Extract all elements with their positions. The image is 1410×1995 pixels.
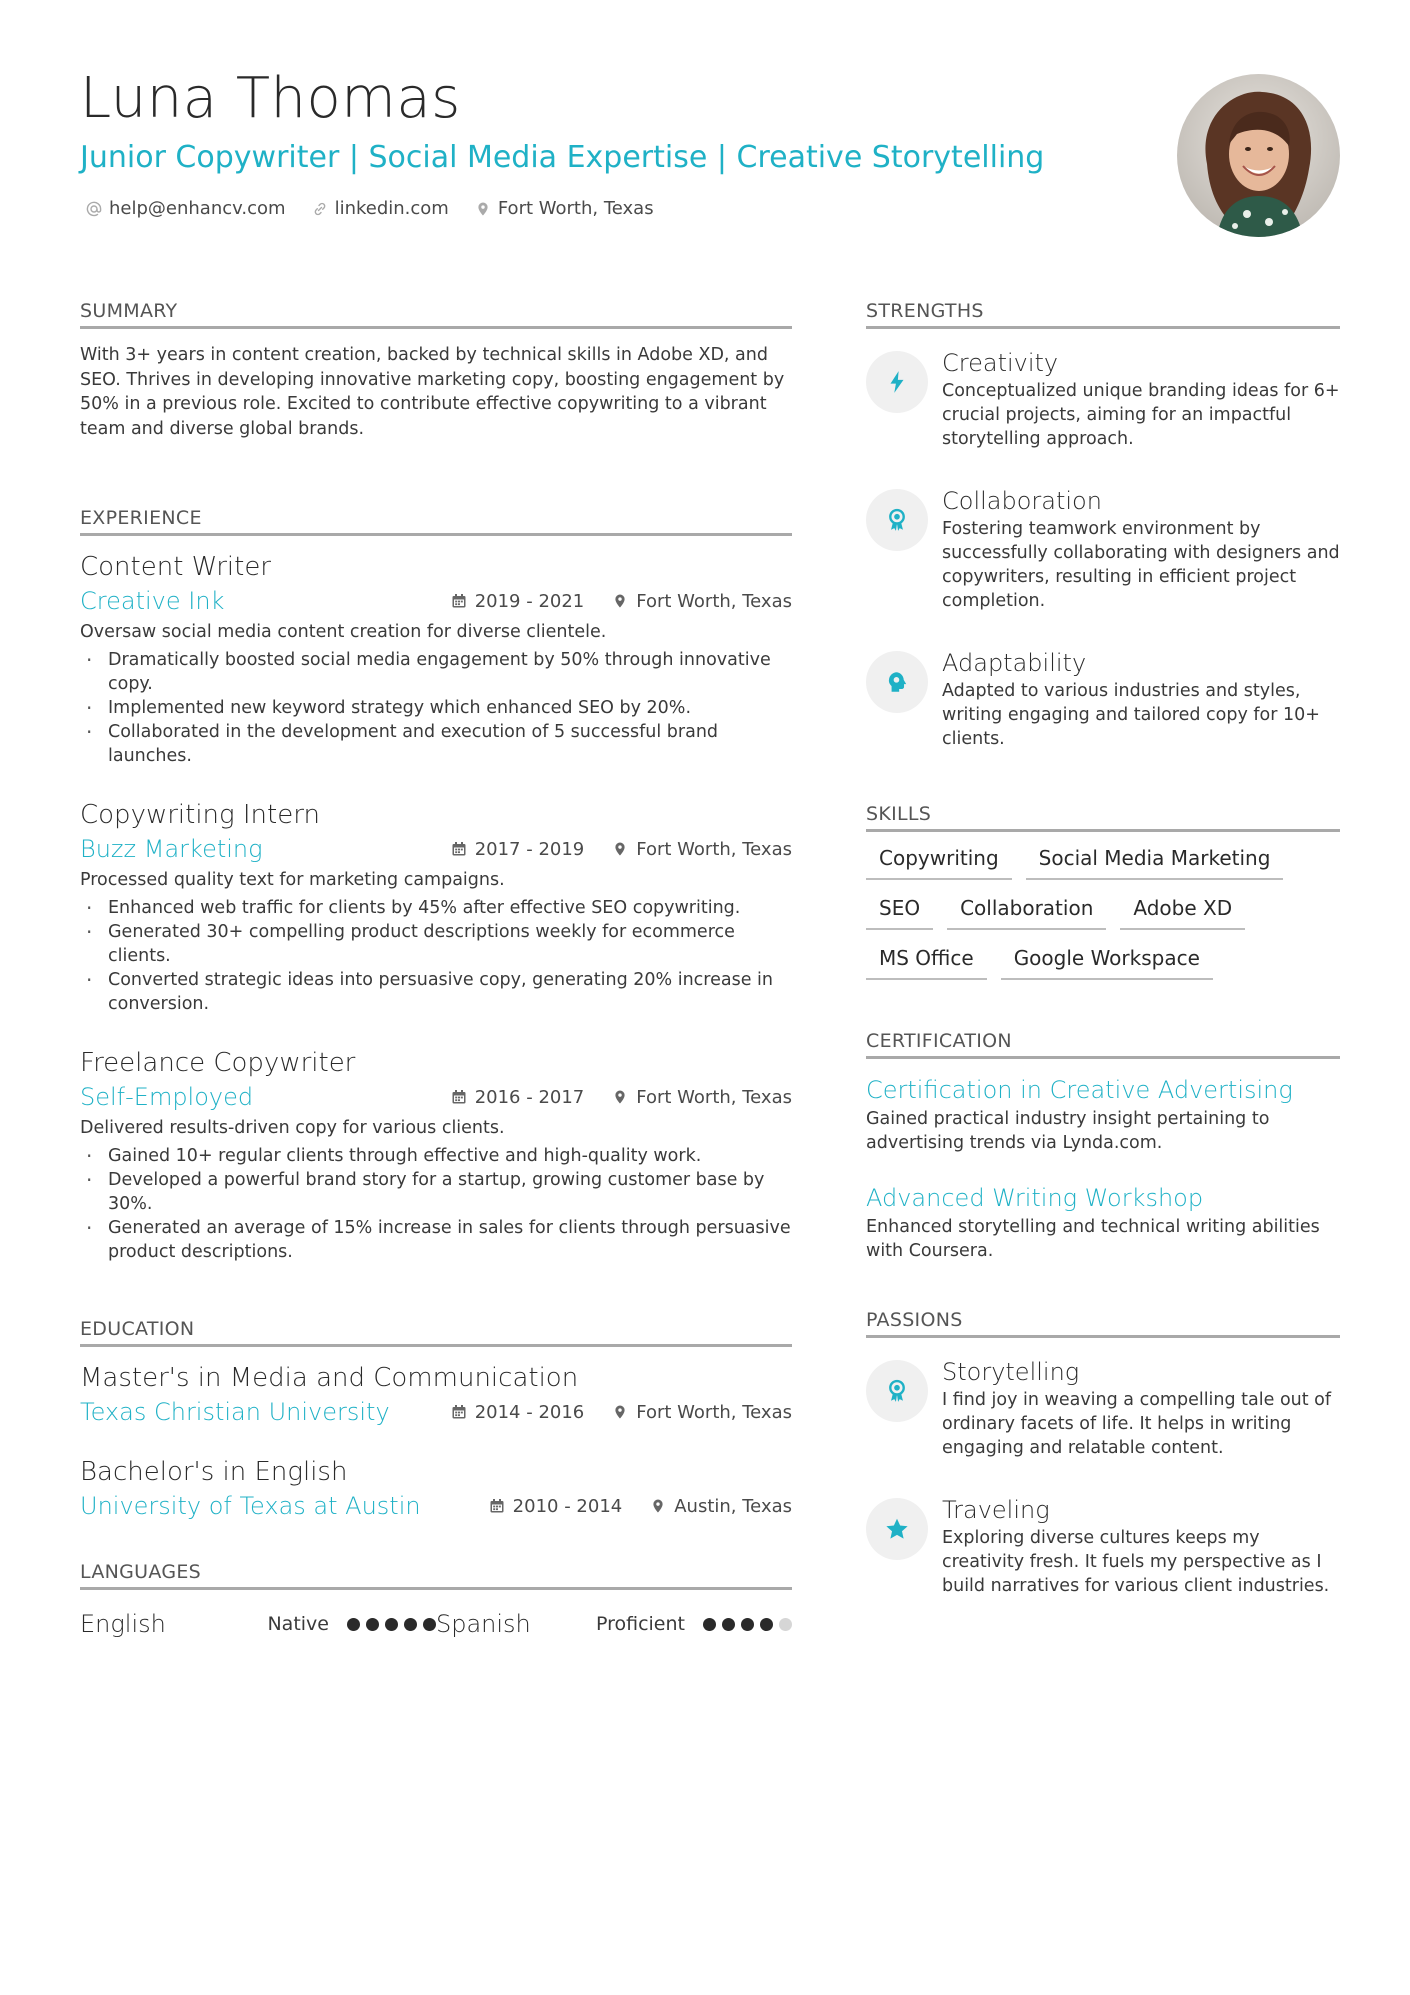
job-description: Delivered results-driven copy for various clients. bbox=[80, 1118, 505, 1138]
summary-heading: SUMMARY bbox=[80, 300, 792, 329]
job-dates: 2016 - 2017 bbox=[474, 1086, 585, 1108]
skill-tag: SEO bbox=[866, 896, 933, 930]
contact-bar bbox=[86, 198, 654, 219]
contact-location-text: Fort Worth, Texas bbox=[497, 198, 654, 219]
certification-text: Enhanced storytelling and technical writing abilities with Coursera. bbox=[866, 1217, 1320, 1261]
certification-entry bbox=[866, 1181, 1340, 1263]
education-entry bbox=[80, 1361, 792, 1429]
contact-linkedin[interactable] bbox=[312, 198, 449, 219]
proficiency-dot-filled bbox=[741, 1618, 754, 1631]
strength-text: Conceptualized unique branding ideas for 6+ crucial projects, aiming for an impactful storytelling approach. bbox=[942, 381, 1340, 449]
job-description: Oversaw social media content creation for diverse clientele. bbox=[80, 622, 607, 642]
strength-text: Adapted to various industries and styles, writing engaging and tailored copy for 10+ clients. bbox=[942, 681, 1320, 749]
education-dates: 2010 - 2014 bbox=[512, 1495, 623, 1517]
certification-title: Advanced Writing Workshop bbox=[866, 1184, 1204, 1212]
job-bullets bbox=[80, 896, 792, 1016]
list-item: · Gained 10+ regular clients through effective and high-quality work. bbox=[80, 1144, 792, 1168]
summary-text: With 3+ years in content creation, backed by technical skills in Adobe XD, and SEO. Thrives in developing innovative marketing copy, boosting engagement by 50% in a previous role. Excited to contribute effective copywriting to a vibrant team and diverse global brands. bbox=[80, 345, 785, 439]
company-name: Buzz Marketing bbox=[80, 835, 263, 863]
contact-location bbox=[475, 198, 654, 219]
job-bullets bbox=[80, 1144, 792, 1264]
language-name: Spanish bbox=[436, 1610, 531, 1638]
left-column bbox=[80, 300, 792, 1644]
job-dates: 2019 - 2021 bbox=[474, 590, 585, 612]
candidate-name: Luna Thomas bbox=[80, 66, 461, 131]
contact-email[interactable] bbox=[86, 198, 286, 219]
passion-title: Storytelling bbox=[942, 1358, 1080, 1386]
strengths-heading: STRENGTHS bbox=[866, 300, 1340, 329]
location-pin-icon bbox=[612, 841, 628, 857]
passion-text: I find joy in weaving a compelling tale out of ordinary facets of life. It helps in writing engaging and relatable content. bbox=[942, 1390, 1332, 1458]
skills-heading: SKILLS bbox=[866, 803, 1340, 832]
strength-title: Creativity bbox=[942, 349, 1059, 377]
certification-text: Gained practical industry insight pertaining to advertising trends via Lynda.com. bbox=[866, 1109, 1270, 1153]
company-name: Creative Ink bbox=[80, 587, 225, 615]
experience-section bbox=[80, 507, 792, 1264]
language-level: Native bbox=[267, 1613, 329, 1635]
strengths-section bbox=[866, 300, 1340, 751]
passion-text: Exploring diverse cultures keeps my creativity fresh. It fuels my perspective as I build narratives for various client industries. bbox=[942, 1528, 1330, 1596]
location-pin-icon bbox=[475, 201, 491, 217]
head-brain-icon bbox=[884, 669, 910, 695]
avatar bbox=[1177, 74, 1340, 237]
language-entry bbox=[436, 1610, 792, 1638]
proficiency-dot-empty bbox=[779, 1618, 792, 1631]
passions-section bbox=[866, 1309, 1340, 1598]
school-name: University of Texas at Austin bbox=[80, 1492, 421, 1520]
job-dates: 2017 - 2019 bbox=[474, 838, 585, 860]
education-entry bbox=[80, 1455, 792, 1523]
degree-title: Master's in Media and Communication bbox=[80, 1363, 579, 1393]
job-location: Fort Worth, Texas bbox=[636, 838, 792, 860]
passion-title: Traveling bbox=[942, 1496, 1050, 1524]
list-item: · Collaborated in the development and execution of 5 successful brand launches. bbox=[80, 720, 792, 768]
location-pin-icon bbox=[612, 1089, 628, 1105]
degree-title: Bachelor's in English bbox=[80, 1457, 348, 1487]
languages-row bbox=[80, 1604, 792, 1644]
proficiency-dot-filled bbox=[366, 1618, 379, 1631]
language-level: Proficient bbox=[595, 1613, 685, 1635]
skill-tag: Collaboration bbox=[947, 896, 1106, 930]
strength-text: Fostering teamwork environment by successfully collaborating with designers and copywriters, resulting in efficient project completion. bbox=[942, 519, 1340, 611]
list-item: · Generated an average of 15% increase in sales for clients through persuasive product descriptions. bbox=[80, 1216, 792, 1264]
location-pin-icon bbox=[650, 1498, 666, 1514]
proficiency-dot-filled bbox=[423, 1618, 436, 1631]
contact-linkedin-text: linkedin.com bbox=[334, 198, 449, 219]
job-location: Fort Worth, Texas bbox=[636, 590, 792, 612]
calendar-icon bbox=[451, 593, 467, 609]
list-item: · Dramatically boosted social media engagement by 50% through innovative copy. bbox=[80, 648, 792, 696]
languages-heading: LANGUAGES bbox=[80, 1561, 792, 1590]
star-icon bbox=[884, 1516, 910, 1542]
school-name: Texas Christian University bbox=[80, 1398, 390, 1426]
list-item: · Enhanced web traffic for clients by 45% after effective SEO copywriting. bbox=[80, 896, 792, 920]
list-item: · Developed a powerful brand story for a startup, growing customer base by 30%. bbox=[80, 1168, 792, 1216]
list-item: · Converted strategic ideas into persuasive copy, generating 20% increase in conversion. bbox=[80, 968, 792, 1016]
education-location: Austin, Texas bbox=[674, 1495, 792, 1517]
job-title: Copywriting Intern bbox=[80, 800, 320, 830]
company-name: Self-Employed bbox=[80, 1083, 254, 1111]
experience-entry bbox=[80, 550, 792, 768]
list-item: · Generated 30+ compelling product descriptions weekly for ecommerce clients. bbox=[80, 920, 792, 968]
strength-item bbox=[866, 347, 1340, 451]
calendar-icon bbox=[451, 841, 467, 857]
proficiency-dot-filled bbox=[722, 1618, 735, 1631]
certification-heading: CERTIFICATION bbox=[866, 1030, 1340, 1059]
skill-tag: Adobe XD bbox=[1120, 896, 1245, 930]
passion-item bbox=[866, 1494, 1340, 1598]
education-dates: 2014 - 2016 bbox=[474, 1401, 585, 1423]
award-ribbon-icon bbox=[884, 1378, 910, 1404]
strength-item bbox=[866, 485, 1340, 613]
lightning-bolt-icon bbox=[884, 369, 910, 395]
job-location: Fort Worth, Texas bbox=[636, 1086, 792, 1108]
languages-section bbox=[80, 1561, 792, 1644]
strength-item bbox=[866, 647, 1340, 751]
job-title: Content Writer bbox=[80, 552, 272, 582]
experience-entry bbox=[80, 798, 792, 1016]
strength-title: Collaboration bbox=[942, 487, 1102, 515]
skills-list bbox=[866, 846, 1340, 980]
skills-section bbox=[866, 803, 1340, 980]
language-name: English bbox=[80, 1610, 166, 1638]
proficiency-dot-filled bbox=[404, 1618, 417, 1631]
strength-title: Adaptability bbox=[942, 649, 1087, 677]
candidate-tagline: Junior Copywriter | Social Media Expertise | Creative Storytelling bbox=[80, 140, 1045, 175]
job-title: Freelance Copywriter bbox=[80, 1048, 356, 1078]
job-bullets bbox=[80, 648, 792, 768]
list-item: · Implemented new keyword strategy which enhanced SEO by 20%. bbox=[80, 696, 792, 720]
certification-title: Certification in Creative Advertising bbox=[866, 1076, 1293, 1104]
proficiency-dots bbox=[703, 1618, 792, 1631]
calendar-icon bbox=[489, 1498, 505, 1514]
education-section bbox=[80, 1318, 792, 1523]
certification-section bbox=[866, 1030, 1340, 1263]
award-ribbon-icon bbox=[884, 507, 910, 533]
summary-section bbox=[80, 300, 792, 441]
passion-item bbox=[866, 1356, 1340, 1460]
calendar-icon bbox=[451, 1089, 467, 1105]
link-icon bbox=[312, 201, 328, 217]
skill-tag: Copywriting bbox=[866, 846, 1012, 880]
right-column bbox=[866, 300, 1340, 1632]
certification-entry bbox=[866, 1073, 1340, 1155]
job-description: Processed quality text for marketing campaigns. bbox=[80, 870, 505, 890]
contact-email-text: help@enhancv.com bbox=[109, 198, 286, 219]
at-icon bbox=[86, 201, 102, 217]
education-location: Fort Worth, Texas bbox=[636, 1401, 792, 1423]
profile-photo bbox=[1177, 74, 1340, 237]
skill-tag: Social Media Marketing bbox=[1026, 846, 1284, 880]
education-heading: EDUCATION bbox=[80, 1318, 792, 1347]
calendar-icon bbox=[451, 1404, 467, 1420]
passions-heading: PASSIONS bbox=[866, 1309, 1340, 1338]
proficiency-dot-filled bbox=[703, 1618, 716, 1631]
proficiency-dot-filled bbox=[347, 1618, 360, 1631]
experience-entry bbox=[80, 1046, 792, 1264]
experience-heading: EXPERIENCE bbox=[80, 507, 792, 536]
skill-tag: Google Workspace bbox=[1001, 946, 1213, 980]
proficiency-dots bbox=[347, 1618, 436, 1631]
proficiency-dot-filled bbox=[760, 1618, 773, 1631]
proficiency-dot-filled bbox=[385, 1618, 398, 1631]
language-entry bbox=[80, 1610, 436, 1638]
location-pin-icon bbox=[612, 1404, 628, 1420]
skill-tag: MS Office bbox=[866, 946, 987, 980]
location-pin-icon bbox=[612, 593, 628, 609]
